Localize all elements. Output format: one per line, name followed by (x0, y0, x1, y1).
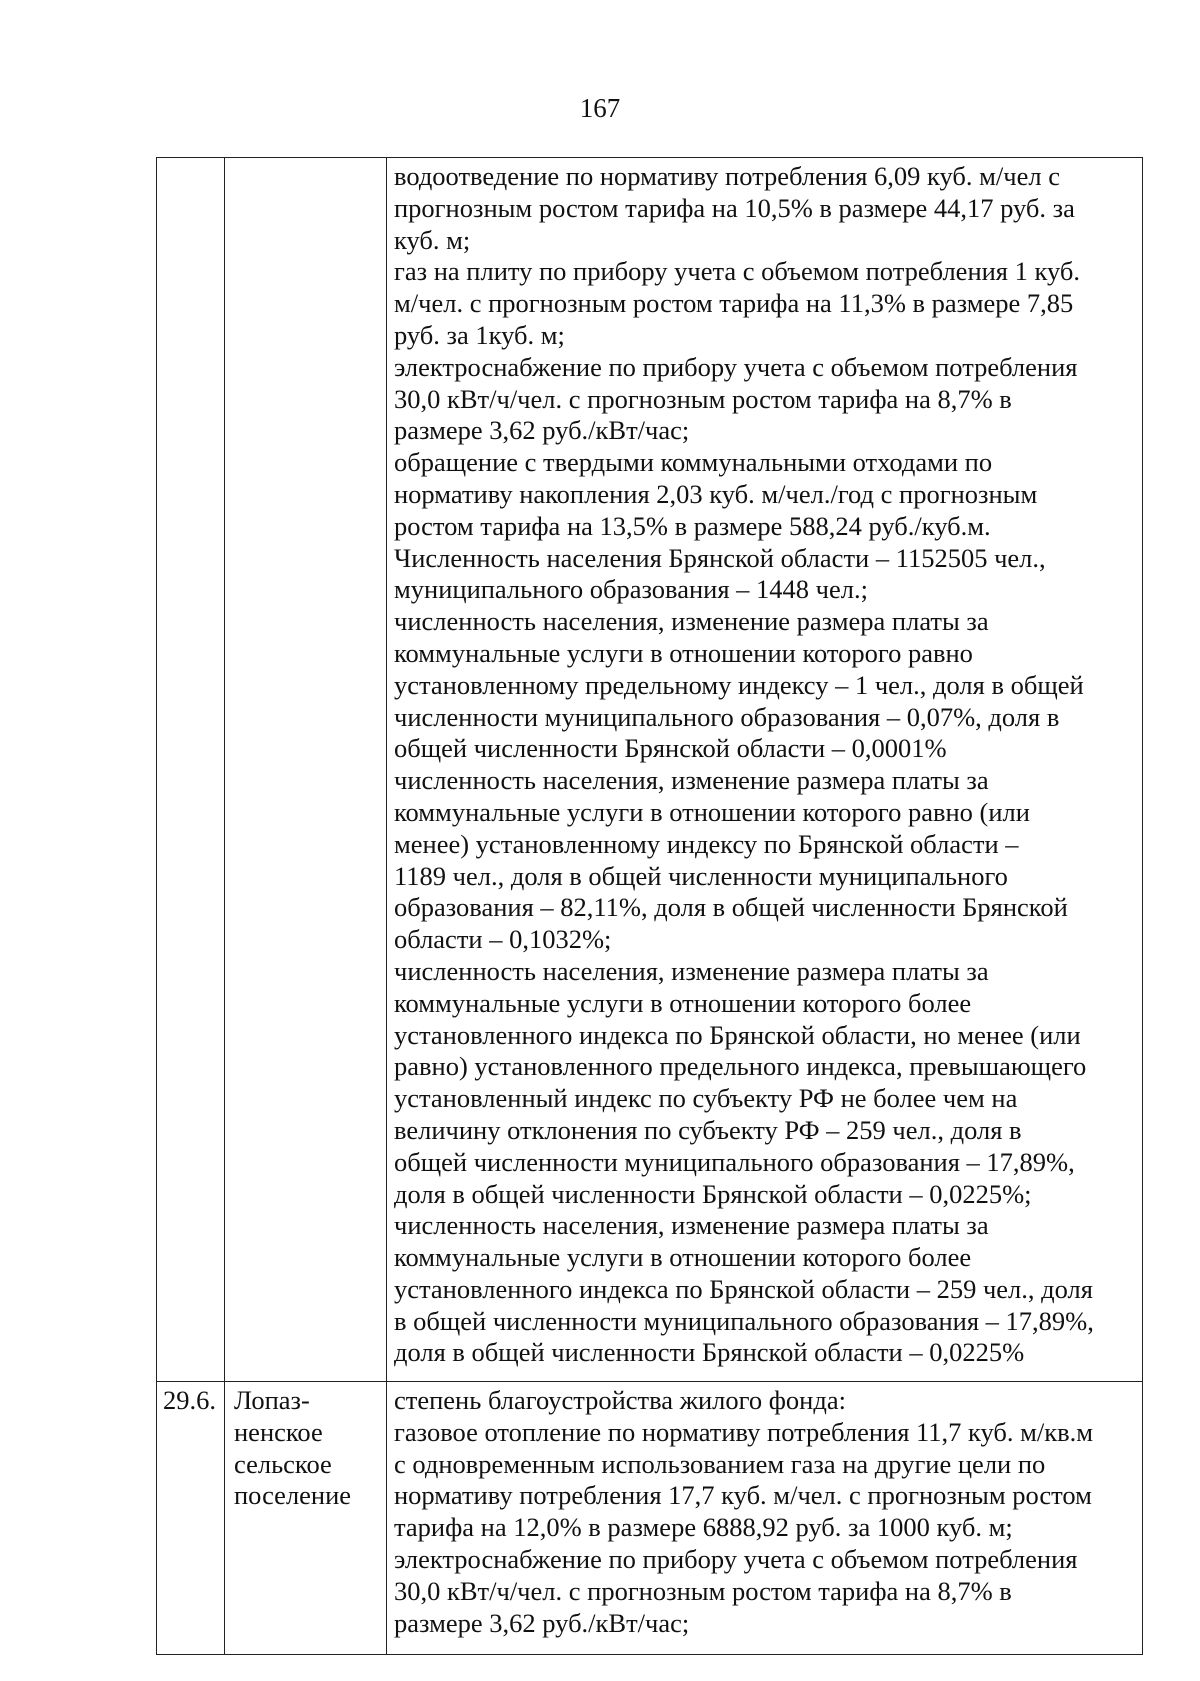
description-line: установленный индекс по субъекту РФ не более чем на (394, 1083, 1018, 1114)
description-line: водоотведение по нормативу потребления 6,09 куб. м/чел с (394, 161, 1060, 191)
description-line: установленному предельному индексу – 1 чел., доля в общей (394, 669, 1084, 700)
description-line: муниципального образования – 1448 чел.; (394, 574, 868, 605)
description-line: прогнозным ростом тарифа на 10,5% в размере 44,17 руб. за (394, 192, 1075, 223)
description-line: области – 0,1032%; (394, 924, 612, 955)
description-line: численность населения, изменение размера платы за (394, 955, 989, 986)
description-line: коммунальные услуги в отношении которого равно (или (394, 796, 1030, 827)
description-line: обращение с твердыми коммунальными отходами по (394, 447, 993, 478)
description-line: газовое отопление по нормативу потребления 11,7 куб. м/кв.м (394, 1416, 1094, 1447)
description-line: размере 3,62 руб./кВт/час; (394, 415, 690, 446)
municipality-name-line: ненское (234, 1416, 323, 1447)
description-line: тарифа на 12,0% в размере 6888,92 руб. за 1000 куб. м; (394, 1512, 1013, 1543)
description-line: общей численности муниципального образования – 17,89%, (394, 1146, 1075, 1177)
description-line: величину отклонения по субъекту РФ – 259 чел., доля в (394, 1114, 1022, 1145)
table-row (157, 1382, 1143, 1655)
description-line: нормативу потребления 17,7 куб. м/чел. с прогнозным ростом (394, 1480, 1092, 1511)
description-line: численность населения, изменение размера платы за (394, 1210, 989, 1241)
description-cell (387, 158, 1143, 1382)
row-number: 29.6. (163, 1385, 216, 1415)
municipality-cell (225, 158, 387, 1382)
description-line: коммунальные услуги в отношении которого равно (394, 637, 973, 668)
description-line: установленного индекса по Брянской области, но менее (или (394, 1019, 1081, 1050)
description-line: 30,0 кВт/ч/чел. с прогнозным ростом тарифа на 8,7% в (394, 383, 1012, 414)
description-line: равно) установленного предельного индекса, превышающего (394, 1051, 1087, 1082)
description-line: установленного индекса по Брянской области – 259 чел., доля (394, 1273, 1093, 1304)
description-line: доля в общей численности Брянской области – 0,0225% (394, 1337, 1025, 1368)
description-line: газ на плиту по прибору учета с объемом потребления 1 куб. (394, 256, 1080, 287)
description-cell (387, 1382, 1143, 1655)
description-line: образования – 82,11%, доля в общей численности Брянской (394, 892, 1068, 923)
description-line: коммунальные услуги в отношении которого более (394, 987, 972, 1018)
description-line: степень благоустройства жилого фонда: (394, 1385, 846, 1415)
description-line: численность населения, изменение размера платы за (394, 765, 989, 796)
description-line: численности муниципального образования – 0,07%, доля в (394, 701, 1060, 732)
row-number-cell (157, 1382, 225, 1655)
description-line: с одновременным использованием газа на другие цели по (394, 1448, 1046, 1479)
description-line: общей численности Брянской области – 0,0001% (394, 733, 947, 764)
description-line: доля в общей численности Брянской области – 0,0225%; (394, 1178, 1032, 1209)
description-line: нормативу накопления 2,03 куб. м/чел./год с прогнозным (394, 478, 1038, 509)
municipality-name-line: сельское (234, 1448, 332, 1479)
description-line: электроснабжение по прибору учета с объемом потребления (394, 1543, 1078, 1574)
municipality-cell (225, 1382, 387, 1655)
municipality-name-line: Лопаз- (234, 1385, 310, 1415)
description-line: размере 3,62 руб./кВт/час; (394, 1607, 690, 1638)
page-number: 167 (579, 93, 621, 123)
row-number-cell (157, 158, 225, 1382)
description-line: м/чел. с прогнозным ростом тарифа на 11,3% в размере 7,85 (394, 288, 1074, 319)
description-line: ростом тарифа на 13,5% в размере 588,24 руб./куб.м. (394, 510, 991, 541)
description-line: численность населения, изменение размера платы за (394, 606, 989, 637)
description-line: Численность населения Брянской области – 1152505 чел., (394, 542, 1046, 573)
description-line: 1189 чел., доля в общей численности муниципального (394, 860, 1008, 891)
tariff-table (156, 157, 1143, 1655)
description-line: руб. за 1куб. м; (394, 319, 565, 350)
description-line: куб. м; (394, 224, 471, 255)
description-line: коммунальные услуги в отношении которого более (394, 1242, 972, 1273)
description-line: менее) установленному индексу по Брянской области – (394, 828, 1019, 859)
description-line: 30,0 кВт/ч/чел. с прогнозным ростом тарифа на 8,7% в (394, 1575, 1012, 1606)
description-line: в общей численности муниципального образования – 17,89%, (394, 1305, 1094, 1336)
municipality-name-line: поселение (234, 1480, 352, 1511)
description-line: электроснабжение по прибору учета с объемом потребления (394, 351, 1078, 382)
table-row (157, 158, 1143, 1382)
